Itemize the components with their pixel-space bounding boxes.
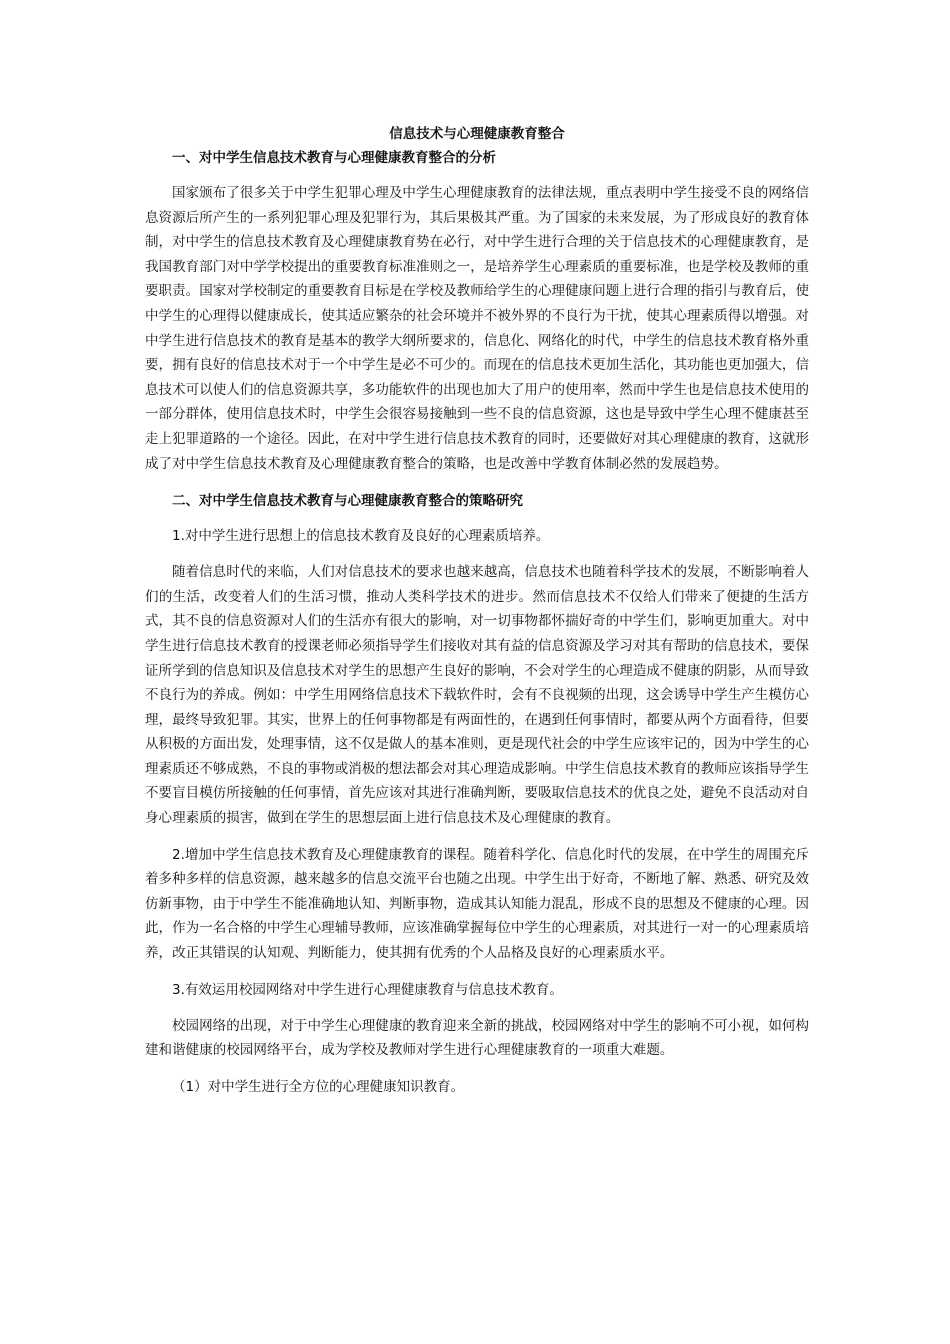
section1-heading: 一、对中学生信息技术教育与心理健康教育整合的分析 [172,150,496,166]
document-page [145,123,809,1111]
item1-heading: 1.对中学生进行思想上的信息技术教育及良好的心理素质培养。 [172,528,550,545]
section2-heading: 二、对中学生信息技术教育与心理健康教育整合的策略研究 [172,493,523,510]
section1-paragraph: 国家颁布了很多关于中学生犯罪心理及中学生心理健康教育的法律法规，重点表明中学生接受不良的网络信息资源后所产生的一系列犯罪心理及犯罪行为，其后果极其严重。为了国家的未来发展，为了形成良好的教育体制，对中学生的信息技术教育及心理健康教育势在必行，对中学生进行合理的关于信息技术的心理健康教育，是我国教育部门对中学学校提出的重要教育标准准则之一，是培养学生心理素质的重要标准，也是学校及教师的重要职责。国家对学校制定的重要教育目标是在学校及教师给学生的心理健康问题上进行合理的指引与教育后，使中学生的心理得以健康成长，使其适应繁杂的社会环境并不被外界的不良行为干扰，使其心理素质得以增强。对中学生进行信息技术的教育是基本的教学大纲所要求的，信息化、网络化的时代，中学生的信息技术教育格外重要，拥有良好的信息技术对于一个中学生是必不可少的。而现在的信息技术更加生活化，其功能也更加强大，信息技术可以使人们的信息资源共享，多功能软件的出现也加大了用户的使用率，然而中学生也是信息技术使用的一部分群体，使用信息技术时，中学生会很容易接触到一些不良的信息资源，这也是导致中学生心理不健康甚至走上犯罪道路的一个途径。因此，在对中学生进行信息技术教育的同时，还要做好对其心理健康的教育，这就形成了对中学生信息技术教育及心理健康教育整合的策略，也是改善中学教育体制必然的发展趋势。 [145,185,809,472]
item2-paragraph: 2.增加中学生信息技术教育及心理健康教育的课程。随着科学化、信息化时代的发展，在中学生的周围充斥着多种多样的信息资源，越来越多的信息交流平台也随之出现。中学生出于好奇，不断地了解、熟悉、研究及效仿新事物，由于中学生不能准确地认知、判断事物，造成其认知能力混乱，形成不良的思想及不健康的心理。因此，作为一名合格的中学生心理辅导教师，应该准确掌握每位中学生的心理素质，对其进行一对一的心理素质培养，改正其错误的认知观、判断能力，使其拥有优秀的个人品格及良好的心理素质水平。 [145,846,809,962]
item3-heading: 3.有效运用校园网络对中学生进行心理健康教育与信息技术教育。 [172,981,563,998]
item3-paragraph: 校园网络的出现，对于中学生心理健康的教育迎来全新的挑战，校园网络对中学生的影响不可小视，如何构建和谐健康的校园网络平台，成为学校及教师对学生进行心理健康教育的一项重大难题。 [145,1017,809,1059]
item3-sub1-heading: （1）对中学生进行全方位的心理健康知识教育。 [172,1078,465,1095]
item1-paragraph: 随着信息时代的来临，人们对信息技术的要求也越来越高，信息技术也随着科学技术的发展，不断影响着人们的生活，改变着人们的生活习惯，推动人类科学技术的进步。然而信息技术不仅给人们带来了便捷的生活方式，其不良的信息资源对人们的生活亦有很大的影响，对一切事物都怀揣好奇的中学生们，影响更加重大。对中学生进行信息技术教育的授课老师必须指导学生们接收对其有益的信息资源及学习对其有帮助的信息技术，要保证所学到的信息知识及信息技术对学生的思想产生良好的影响，不会对学生的心理造成不健康的阴影，从而导致不良行为的养成。例如：中学生用网络信息技术下载软件时，会有不良视频的出现，这会诱导中学生产生模仿心理，最终导致犯罪。其实，世界上的任何事物都是有两面性的，在遇到任何事情时，都要从两个方面看待，但要从积极的方面出发，处理事情，这不仅是做人的基本准则，更是现代社会的中学生应该牢记的，因为中学生的心理素质还不够成熟，不良的事物或消极的想法都会对其心理造成影响。中学生信息技术教育的教师应该指导学生不要盲目模仿所接触的任何事情，首先应该对其进行准确判断，要吸取信息技术的优良之处，避免不良活动对自身心理素质的损害，做到在学生的思想层面上进行信息技术及心理健康的教育。 [145,564,809,827]
document-title: 信息技术与心理健康教育整合 [389,126,565,142]
